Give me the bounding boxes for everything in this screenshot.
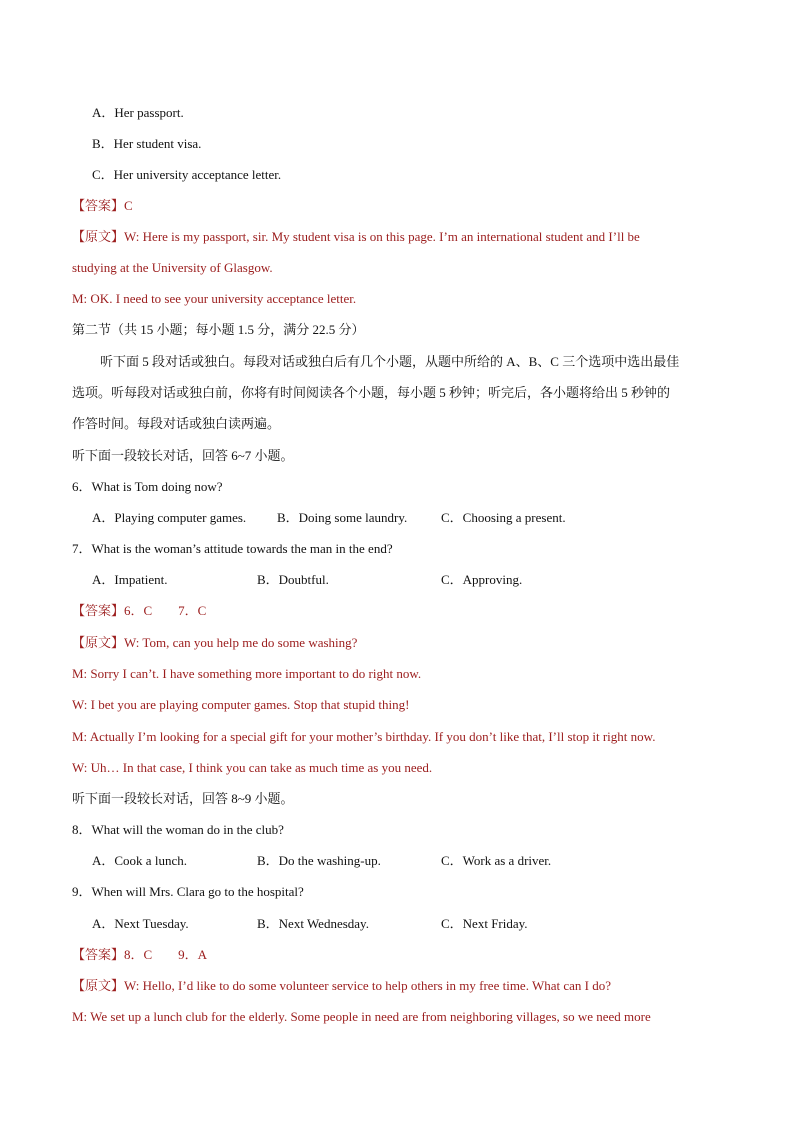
transcript-line (72, 634, 357, 652)
instructions: 作答时间。每段对话或独白读两遍。 (72, 416, 281, 431)
instructions: 选项。听每段对话或独白前，你将有时间阅读各个小题，每小题 5 秒钟；听完后，各小题将给出 5 秒钟的 (72, 385, 671, 400)
transcript-tag: 【原文】 (72, 229, 125, 244)
transcript-text: M: Actually I’m looking for a special gift for your mother’s birthday. If you don’t like that, I’ll stop it right now. (72, 729, 656, 744)
transcript-text: W: Uh… In that case, I think you can take as much time as you need. (72, 760, 433, 775)
answer-tag: 【答案】 (72, 947, 125, 962)
q9-option-b: B．Next Wednesday. (257, 916, 369, 931)
q6-option-b: B．Doing some laundry. (277, 510, 408, 525)
q9-option-a: A．Next Tuesday. (92, 916, 189, 931)
answer-line (72, 602, 206, 620)
group-intro: 听下面一段较长对话，回答 6~7 小题。 (72, 448, 294, 463)
answer-tag: 【答案】 (72, 198, 125, 213)
question-6: 6．What is Tom doing now? (72, 479, 223, 494)
q6-option-c: C．Choosing a present. (441, 510, 566, 525)
answer-text: 6．C 7．C (124, 603, 207, 618)
transcript-text: W: Here is my passport, sir. My student visa is on this page. I’m an international student and I’ll be (124, 229, 640, 244)
transcript-text: W: I bet you are playing computer games. Stop that stupid thing! (72, 697, 410, 712)
transcript-tag: 【原文】 (72, 635, 125, 650)
q7-option-c: C．Approving. (441, 572, 523, 587)
transcript-line (72, 977, 611, 995)
q8-option-a: A．Cook a lunch. (92, 853, 187, 868)
transcript-text: M: We set up a lunch club for the elderly. Some people in need are from neighboring villages, so we need more (72, 1009, 651, 1024)
option-c: C．Her university acceptance letter. (92, 167, 282, 182)
transcript-tag: 【原文】 (72, 978, 125, 993)
option-b: B．Her student visa. (92, 136, 202, 151)
transcript-line (72, 228, 640, 246)
q8-option-b: B．Do the washing-up. (257, 853, 381, 868)
answer-line (72, 946, 207, 964)
instructions: 听下面 5 段对话或独白。每段对话或独白后有几个小题，从题中所给的 A、B、C 三个选项中选出最佳 (100, 354, 680, 369)
option-a: A．Her passport. (92, 105, 184, 120)
transcript-text: W: Hello, I’d like to do some volunteer service to help others in my free time. What can I do? (124, 978, 612, 993)
q6-option-a: A．Playing computer games. (92, 510, 247, 525)
transcript-text: M: OK. I need to see your university acceptance letter. (72, 291, 357, 306)
group-intro: 听下面一段较长对话，回答 8~9 小题。 (72, 791, 294, 806)
transcript-text: M: Sorry I can’t. I have something more important to do right now. (72, 666, 422, 681)
answer-line (72, 197, 133, 215)
q7-option-b: B．Doubtful. (257, 572, 329, 587)
q9-option-c: C．Next Friday. (441, 916, 528, 931)
question-8: 8．What will the woman do in the club? (72, 822, 284, 837)
q8-option-c: C．Work as a driver. (441, 853, 552, 868)
transcript-text: studying at the University of Glasgow. (72, 260, 273, 275)
section-heading: 第二节（共 15 小题；每小题 1.5 分，满分 22.5 分） (72, 322, 365, 337)
q7-option-a: A．Impatient. (92, 572, 168, 587)
answer-text: 8．C 9．A (124, 947, 208, 962)
question-9: 9．When will Mrs. Clara go to the hospital? (72, 884, 304, 899)
answer-tag: 【答案】 (72, 603, 125, 618)
question-7: 7．What is the woman’s attitude towards the man in the end? (72, 541, 393, 556)
answer-text: C (124, 198, 133, 213)
transcript-text: W: Tom, can you help me do some washing? (124, 635, 358, 650)
